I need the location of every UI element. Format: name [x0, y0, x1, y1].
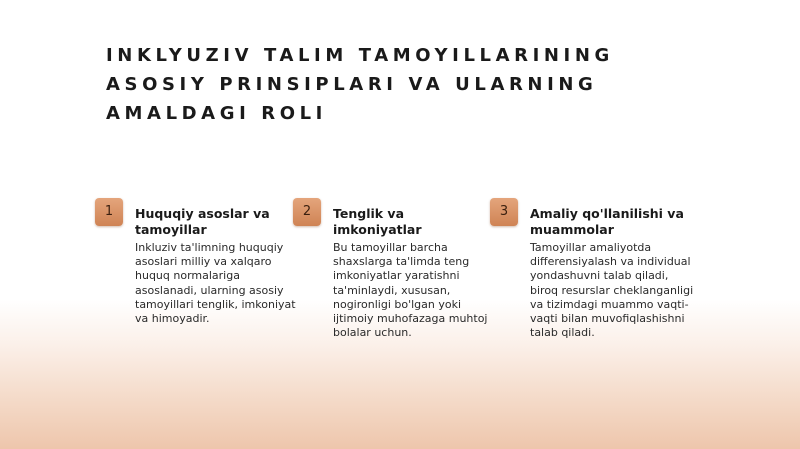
card-body-line: shaxslarga ta'limda teng: [333, 255, 470, 269]
card-body-line: ta'minlaydi, xususan,: [333, 283, 451, 297]
card-heading-line: muammolar: [530, 222, 614, 237]
card-body-line: asoslanadi, ularning asosiy: [135, 283, 284, 297]
card-body-line: talab qiladi.: [530, 326, 595, 340]
card-body-line: biroq resurslar cheklanganligi: [530, 283, 694, 297]
card-heading-line: Amaliy qo'llanilishi va: [530, 206, 684, 221]
number-badge: 1: [95, 198, 123, 226]
card-body-line: tamoyillari tenglik, imkoniyat: [135, 297, 296, 311]
card-heading-line: Tenglik va: [333, 206, 405, 221]
card-body-line: yondashuvni talab qiladi,: [530, 269, 669, 283]
card-body: [333, 241, 501, 340]
card-heading-line: imkoniyatlar: [333, 222, 422, 237]
card-body-line: imkoniyatlar yaratishni: [333, 269, 460, 283]
slide-title: [106, 41, 706, 128]
card-body-line: bolalar uchun.: [333, 326, 412, 340]
card-heading: [333, 206, 508, 238]
number-badge: 2: [293, 198, 321, 226]
card-heading: [135, 206, 310, 238]
card-heading: [530, 206, 705, 238]
card-body-line: differensiyalash va individual: [530, 255, 691, 269]
card-body: [135, 241, 303, 326]
card-body-line: va himoyadir.: [135, 312, 210, 326]
card-body-line: vaqti bilan muvofiqlashishni: [530, 312, 685, 326]
card-body-line: huquq normalariga: [135, 269, 240, 283]
slide-title-line-1: INKLYUZIV TALIM TAMOYILLARINING: [106, 45, 614, 66]
card-heading-line: tamoyillar: [135, 222, 207, 237]
card-body-line: asoslari milliy va xalqaro: [135, 255, 272, 269]
number-badge: 3: [490, 198, 518, 226]
slide-title-line-2: ASOSIY PRINSIPLARI VA ULARNING: [106, 74, 598, 95]
card-body-line: va tizimdagi muammo vaqti-: [530, 297, 689, 311]
slide-title-line-3: AMALDAGI ROLI: [106, 103, 327, 124]
card-heading-line: Huquqiy asoslar va: [135, 206, 270, 221]
card-body-line: ijtimoiy muhofazaga muhtoj: [333, 312, 488, 326]
card-body-line: Tamoyillar amaliyotda: [530, 241, 652, 254]
card-body-line: nogironligi bo'lgan yoki: [333, 297, 462, 311]
card-body-line: Inkluziv ta'limning huquqiy: [135, 241, 284, 254]
card-body-line: Bu tamoyillar barcha: [333, 241, 448, 254]
card-body: [530, 241, 698, 340]
